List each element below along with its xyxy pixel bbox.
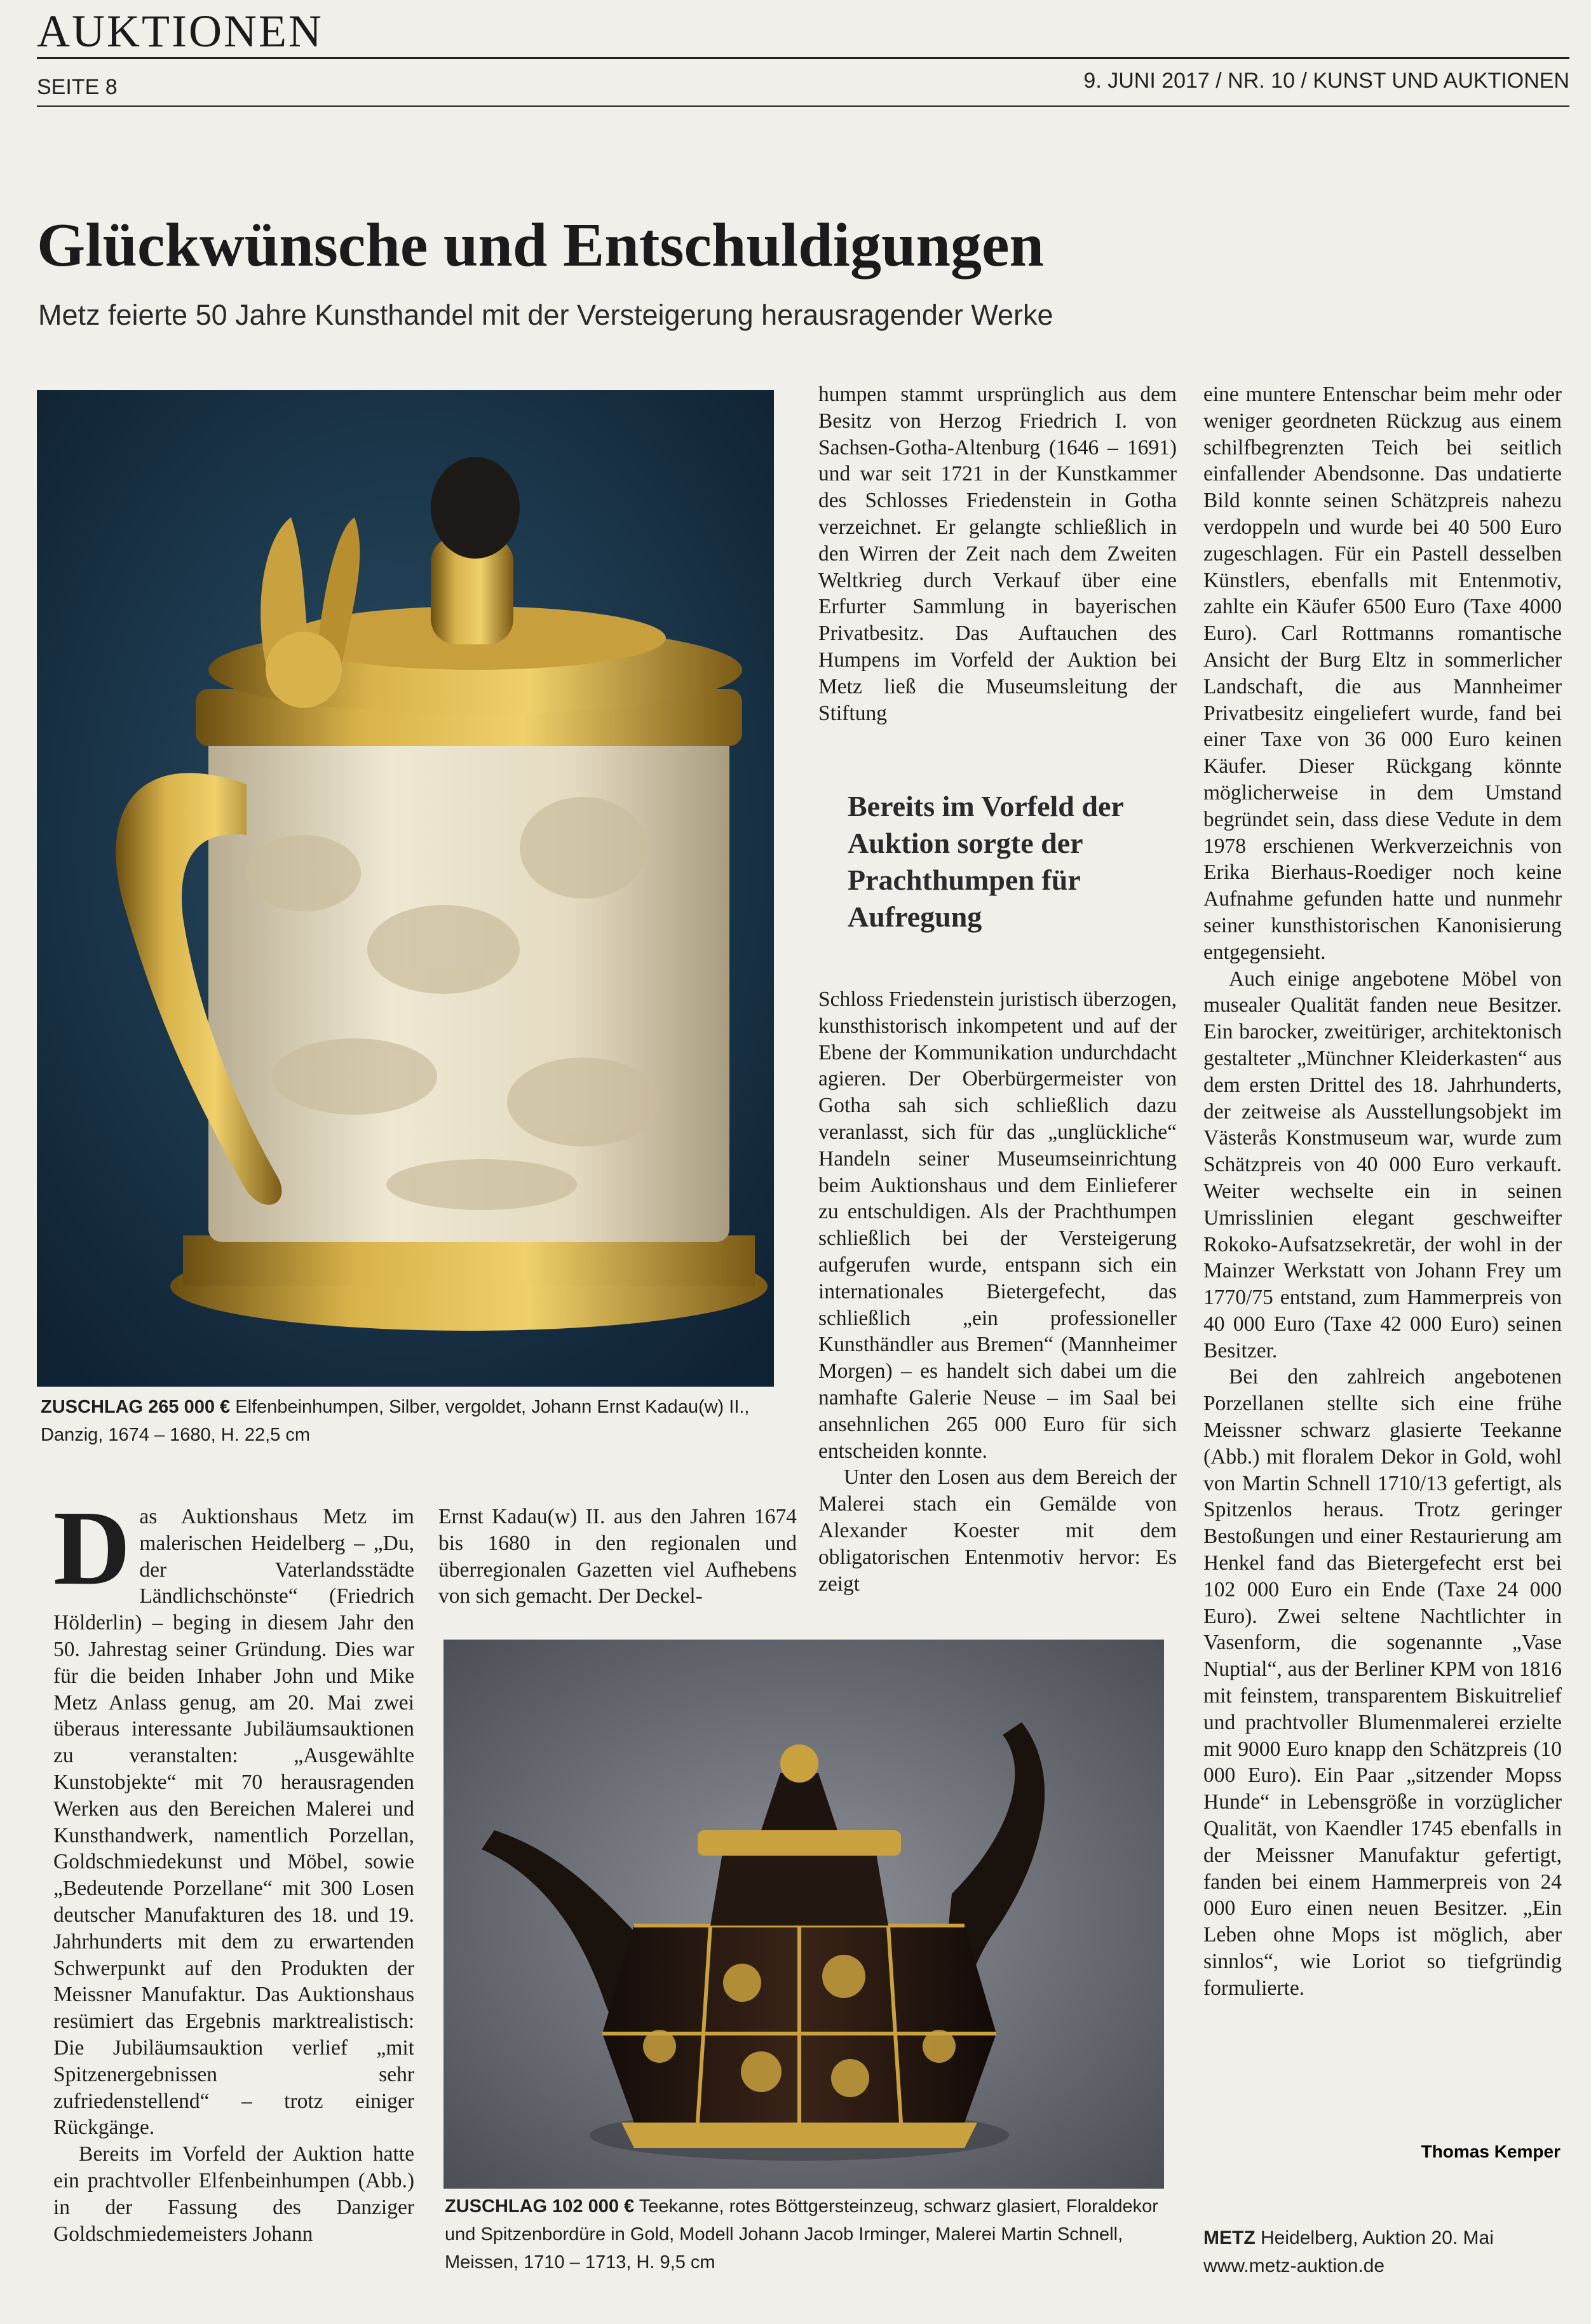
column-3-text-c: Unter den Losen aus dem Bereich der Malerei stach ein Gemälde von Alexander Koester mit dem obligatorischen Entenmotiv hervor: Es zeigt	[818, 1465, 1177, 1596]
teapot-price-label: ZUSCHLAG 102 000 €	[445, 2196, 635, 2217]
teapot-caption	[445, 2192, 1169, 2276]
article-column-4	[1203, 381, 1562, 2002]
column-3-text-b: Schloss Friedenstein juristisch überzogen, kunsthistorisch inkompetent und auf der Ebene der Kommunikation undurchdacht agieren. Der Oberbürgermeister von Gotha sah sich schließlich dazu veranlasst, sich für das „unglückliche“ Handeln seiner Museumseinrichtung beim Auktionshaus und dem Einlieferer zu entschuldigen. Als der Prachthumpen schließlich bei der Versteigerung aufgerufen wurde, entspann sich ein internationales Bietergefecht, das schließlich „ein professioneller Kunsthändler aus Bremen“ (Mannheimer Morgen) – es handelt sich dabei um die namhafte Galerie Neuse – im Saal bei ansehnlichen 265 000 Euro für sich entscheiden konnte.	[818, 988, 1177, 1463]
author-signature: Thomas Kemper	[1421, 2142, 1561, 2161]
article-subheadline: Metz feierte 50 Jahre Kunsthandel mit der Versteigerung herausragender Werke	[38, 299, 1053, 331]
ivory-tankard-photo	[37, 390, 774, 1387]
header-rule-bottom	[37, 105, 1569, 107]
column-4-text-c: Bei den zahlreich angebotenen Porzellanen stellte sich eine frühe Meissner schwarz glasierte Teekanne (Abb.) mit floralem Dekor in Gold, wohl von Martin Schnell 1710/13 gefertigt, als Spitzenlos heraus. Trotz geringer Bestoßungen und einer Restaurierung am Henkel fand das Bietergefecht erst bei 102 000 Euro ein Ende (Taxe 24 000 Euro). Zwei seltene Nachtlichter in Vasenform, die sogenannte „Vase Nuptial“, aus der Berliner KPM von 1816 mit feinstem, transparentem Biskuitrelief und prachtvoller Blumenmalerei erzielte mit 9000 Euro knapp den Schätzpreis (10 000 Euro). Ein Paar „sitzender Mopss Hunde“ in Lebensgröße in vorzüglicher Qualität, von Kaendler 1745 ebenfalls in der Meissner Manufaktur gefertigt, fanden bei einem Hammerpreis von 24 000 Euro einen neuen Besitzer. „Ein Leben ohne Mops ist möglich, aber sinnlos“, wie Loriot so tiefgründig formulierte.	[1203, 1365, 1562, 2000]
auction-url: www.metz-auktion.de	[1203, 2255, 1385, 2276]
column-4-text-b: Auch einige angebotene Möbel von musealer Qualität fanden neue Besitzer. Ein barocker, zweitüriger, architektonisch gestalteter „Münchner Kleiderkasten“ aus dem ersten Drittel des 18. Jahrhunderts, der zeitweise als Ausstellungsobjekt im Västerås Konstmuseum war, wurde zum Schätzpreis von 40 000 Euro verkauft. Weiter wechselte ein in seinen Umrisslinien elegant geschweifter Rokoko-Aufsatzsekretär, der wohl in der Mainzer Werkstatt von Johann Frey um 1770/75 entstand, zum Hammerpreis von 40 000 Euro (Taxe 42 000 Euro) seinen Besitzer.	[1203, 967, 1562, 1362]
auction-details: Heidelberg, Auktion 20. Mai	[1261, 2227, 1494, 2248]
tankard-caption	[41, 1393, 759, 1449]
auction-info	[1203, 2224, 1494, 2280]
article-column-3-bottom	[818, 986, 1177, 1597]
column-4-text-a: eine muntere Entenschar beim mehr oder weniger geordneten Rückzug aus einem schilfbegrenzten Teich bei seitlich einfallender Abendsonne. Das undatierte Bild konnte seinen Schätzpreis nahezu verdoppeln und wurde bei 40 500 Euro zugeschlagen. Für ein Pastell desselben Künstlers, ebenfalls mit Entenmotiv, zahlte ein Käufer 6500 Euro (Taxe 4000 Euro). Carl Rottmanns romantische Ansicht der Burg Eltz in sommerlicher Landschaft, die aus Mannheimer Privatbesitz eingeliefert wurde, fand bei einer Taxe von 36 000 Euro keinen Käufer. Dieser Rückgang könnte möglicherweise in dem Umstand begründet sein, dass diese Vedute in dem 1978 erschienen Werkverzeichnis von Erika Bierhaus-Roediger noch keine Aufnahme gefunden hatte und nunmehr seiner kunsthistorischen Kanonisierung entgegensieht.	[1203, 383, 1562, 964]
article-column-2	[438, 1504, 797, 1610]
teapot-photo	[443, 1640, 1164, 2189]
column-1-text: as Auktionshaus Metz im malerischen Heidelberg – „Du, der Vaterlandsstädte Ländlichschönste“ (Friedrich Hölderlin) – beging in diesem Jahr den 50. Jahrestag seiner Gründung. Dies war für die beiden Inhaber John und Mike Metz Anlass genug, am 20. Mai zwei überaus interessante Jubiläumsauktionen zu veranstalten: „Ausgewählte Kunstobjekte“ mit 70 herausragenden Werken aus den Bereichen Malerei und Kunsthandwerk, namentlich Porzellan, Goldschmiedekunst und Möbel, sowie „Bedeutende Porzellane“ mit 300 Losen deutscher Manufakturen des 18. und 19. Jahrhunderts mit dem zu erwartenden Schwerpunkt auf den Produkten der Meissner Manufaktur. Das Auktionshaus resümiert das Ergebnis marktrealistisch: Die Jubiläumsauktion verlief „mit Spitzenergebnissen sehr zufriedenstellend“ – trotz einiger Rückgänge.	[53, 1505, 414, 2140]
column-2-text: Ernst Kadau(w) II. aus den Jahren 1674 bis 1680 in den regionalen und überregionalen Gazetten viel Aufhebens von sich gemacht. Der Deckel-	[438, 1505, 797, 1608]
tankard-price-label: ZUSCHLAG 265 000 €	[41, 1397, 231, 1417]
column-1-paragraph-2: Bereits im Vorfeld der Auktion hatte ein prachtvoller Elfenbeinhumpen (Abb.) in der Fassung des Danziger Goldschmiedemeisters Johann	[53, 2142, 414, 2246]
drop-cap: D	[53, 1489, 131, 1607]
pull-quote: Bereits im Vorfeld der Auktion sorgte der Prachthumpen für Aufregung	[848, 790, 1123, 933]
teapot-caption-text: Teekanne, rotes Böttgersteinzeug, schwarz glasiert, Floraldekor und Spitzenbordüre in Gold, Modell Johann Jacob Irminger, Malerei Martin Schnell, Meissen, 1710 – 1713, H. 9,5 cm	[445, 2196, 1158, 2273]
tankard-caption-text: Elfenbeinhumpen, Silber, vergoldet, Johann Ernst Kadau(w) II., Danzig, 1674 – 1680, H. 22,5 cm	[41, 1397, 750, 1445]
issue-info: 9. JUNI 2017 / NR. 10 / KUNST UND AUKTIONEN	[1083, 69, 1569, 93]
article-headline: Glückwünsche und Entschuldigungen	[37, 211, 1044, 280]
page-number: SEITE 8	[37, 75, 118, 99]
auction-house-name: METZ	[1203, 2227, 1256, 2248]
column-3-text-a: humpen stammt ursprünglich aus dem Besitz von Herzog Friedrich I. von Sachsen-Gotha-Altenburg (1646 – 1691) und war seit 1721 in der Kunstkammer des Schlosses Friedenstein in Gotha verzeichnet. Er gelangte schließlich in den Wirren der Zeit nach dem Zweiten Weltkrieg durch Verkauf über eine Erfurter Sammlung in bayerischen Privatbesitz. Das Auftauchen des Humpens im Vorfeld der Auktion bei Metz ließ die Museumsleitung der Stiftung	[818, 383, 1177, 725]
section-title: AUKTIONEN	[37, 6, 323, 57]
article-column-3-top	[818, 381, 1177, 726]
header-rule-top	[37, 57, 1569, 59]
article-column-1	[53, 1489, 414, 2247]
